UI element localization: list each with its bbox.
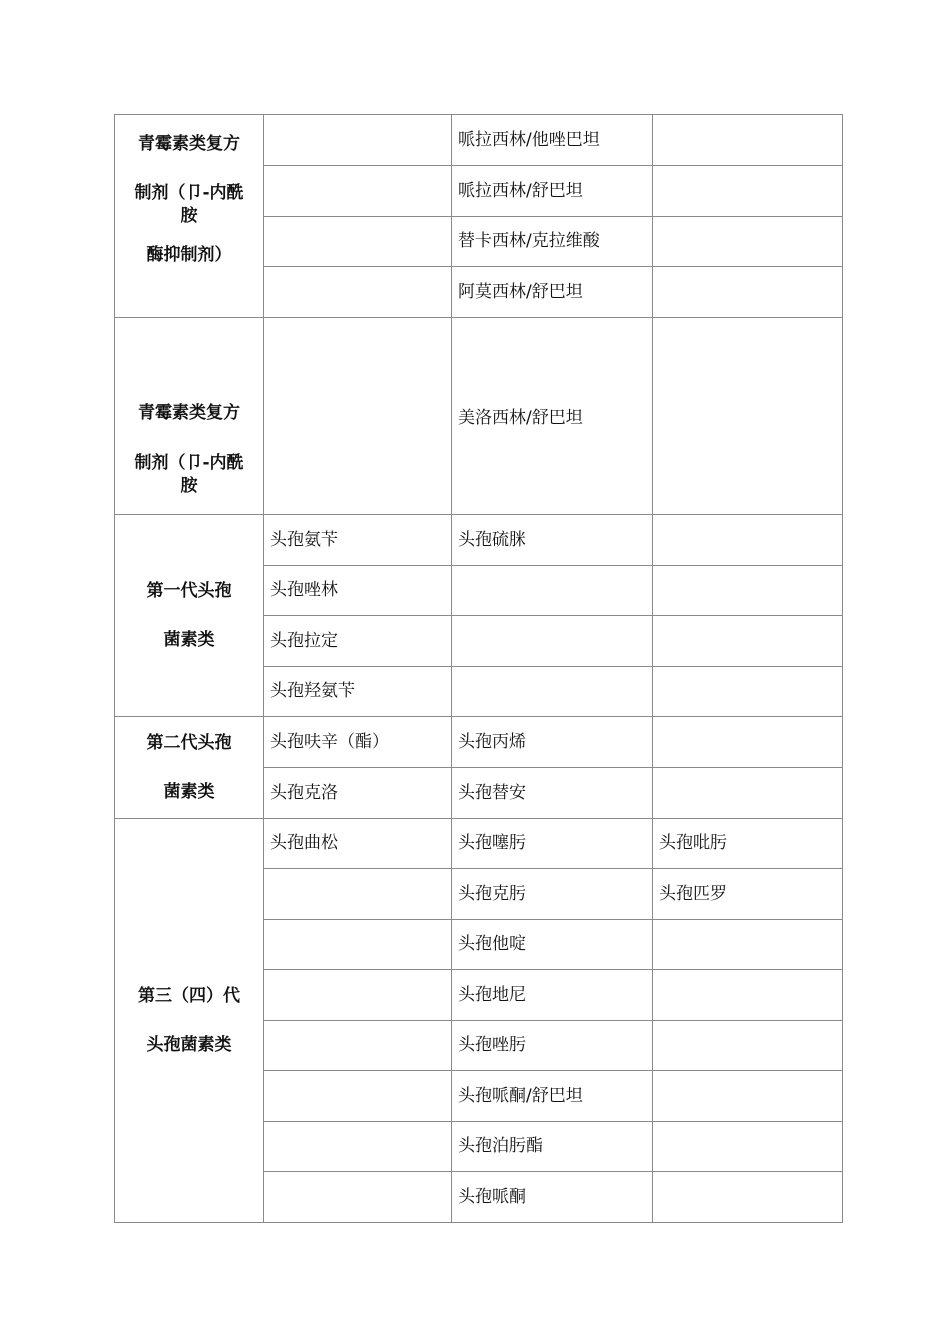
drug-cell — [653, 166, 843, 217]
drug-cell — [653, 1122, 843, 1172]
category-cell — [115, 515, 264, 717]
drug-cell: 哌拉西林/他唑巴坦 — [452, 115, 653, 166]
category-label: 制剂（卩-内酰 — [134, 452, 244, 473]
category-label: 酶抑制剂） — [146, 244, 232, 265]
drug-cell — [653, 267, 843, 318]
drug-cell — [452, 566, 653, 616]
drug-cell: 美洛西林/舒巴坦 — [452, 318, 653, 515]
drug-cell — [653, 318, 843, 515]
drug-cell — [653, 667, 843, 717]
drug-cell — [653, 920, 843, 970]
drug-cell — [264, 1071, 452, 1122]
drug-cell: 头孢哌酮 — [452, 1172, 653, 1223]
drug-cell — [264, 869, 452, 920]
category-label: 头孢菌素类 — [146, 1034, 232, 1055]
drug-cell: 头孢氨苄 — [264, 515, 452, 566]
drug-cell: 头孢克洛 — [264, 768, 452, 819]
category-label: 制剂（卩-内酰 — [134, 182, 244, 203]
drug-cell: 替卡西林/克拉维酸 — [452, 217, 653, 267]
table-row — [115, 115, 843, 166]
drug-cell — [653, 1021, 843, 1071]
drug-cell: 头孢呋辛（酯） — [264, 717, 452, 768]
drug-cell: 头孢克肟 — [452, 869, 653, 920]
drug-cell: 头孢泊肟酯 — [452, 1122, 653, 1172]
table-row — [115, 318, 843, 515]
drug-cell — [653, 217, 843, 267]
category-label: 胺 — [180, 205, 198, 226]
drug-cell — [653, 1071, 843, 1122]
drug-cell — [653, 115, 843, 166]
category-label: 第三（四）代 — [138, 985, 240, 1006]
category-label: 第二代头孢 — [146, 732, 232, 753]
drug-cell — [264, 217, 452, 267]
drug-cell — [653, 616, 843, 667]
drug-cell — [264, 1122, 452, 1172]
drug-cell: 头孢羟氨苄 — [264, 667, 452, 717]
drug-cell — [653, 717, 843, 768]
drug-cell — [264, 267, 452, 318]
drug-cell — [264, 1172, 452, 1223]
drug-cell: 头孢匹罗 — [653, 869, 843, 920]
drug-cell: 头孢噻肟 — [452, 819, 653, 869]
category-label: 菌素类 — [163, 629, 215, 650]
drug-cell: 头孢丙烯 — [452, 717, 653, 768]
antibiotic-table — [114, 114, 843, 1223]
drug-cell: 头孢地尼 — [452, 970, 653, 1021]
drug-cell — [264, 1021, 452, 1071]
drug-cell — [452, 616, 653, 667]
drug-cell: 哌拉西林/舒巴坦 — [452, 166, 653, 217]
category-label: 第一代头孢 — [146, 580, 232, 601]
drug-cell — [653, 1172, 843, 1223]
drug-cell — [653, 515, 843, 566]
category-label: 青霉素类复方 — [138, 403, 240, 423]
table-row — [115, 717, 843, 768]
drug-cell: 头孢吡肟 — [653, 819, 843, 869]
drug-cell — [653, 768, 843, 819]
drug-cell — [264, 970, 452, 1021]
category-cell — [115, 819, 264, 1223]
drug-cell — [264, 115, 452, 166]
category-cell — [115, 115, 264, 318]
drug-cell — [653, 970, 843, 1021]
category-cell — [115, 318, 264, 515]
drug-cell: 头孢曲松 — [264, 819, 452, 869]
drug-cell — [264, 920, 452, 970]
category-cell — [115, 717, 264, 819]
drug-cell: 头孢唑肟 — [452, 1021, 653, 1071]
category-label: 菌素类 — [163, 781, 215, 802]
category-label: 胺 — [180, 475, 198, 496]
drug-cell: 阿莫西林/舒巴坦 — [452, 267, 653, 318]
drug-cell: 头孢他啶 — [452, 920, 653, 970]
table-row — [115, 515, 843, 566]
drug-cell — [264, 166, 452, 217]
table-row — [115, 819, 843, 869]
drug-cell: 头孢拉定 — [264, 616, 452, 667]
category-label: 青霉素类复方 — [138, 134, 240, 154]
drug-cell: 头孢哌酮/舒巴坦 — [452, 1071, 653, 1122]
drug-cell — [264, 318, 452, 515]
drug-cell: 头孢硫脒 — [452, 515, 653, 566]
drug-cell — [653, 566, 843, 616]
drug-cell: 头孢唑林 — [264, 566, 452, 616]
drug-cell — [452, 667, 653, 717]
drug-cell: 头孢替安 — [452, 768, 653, 819]
